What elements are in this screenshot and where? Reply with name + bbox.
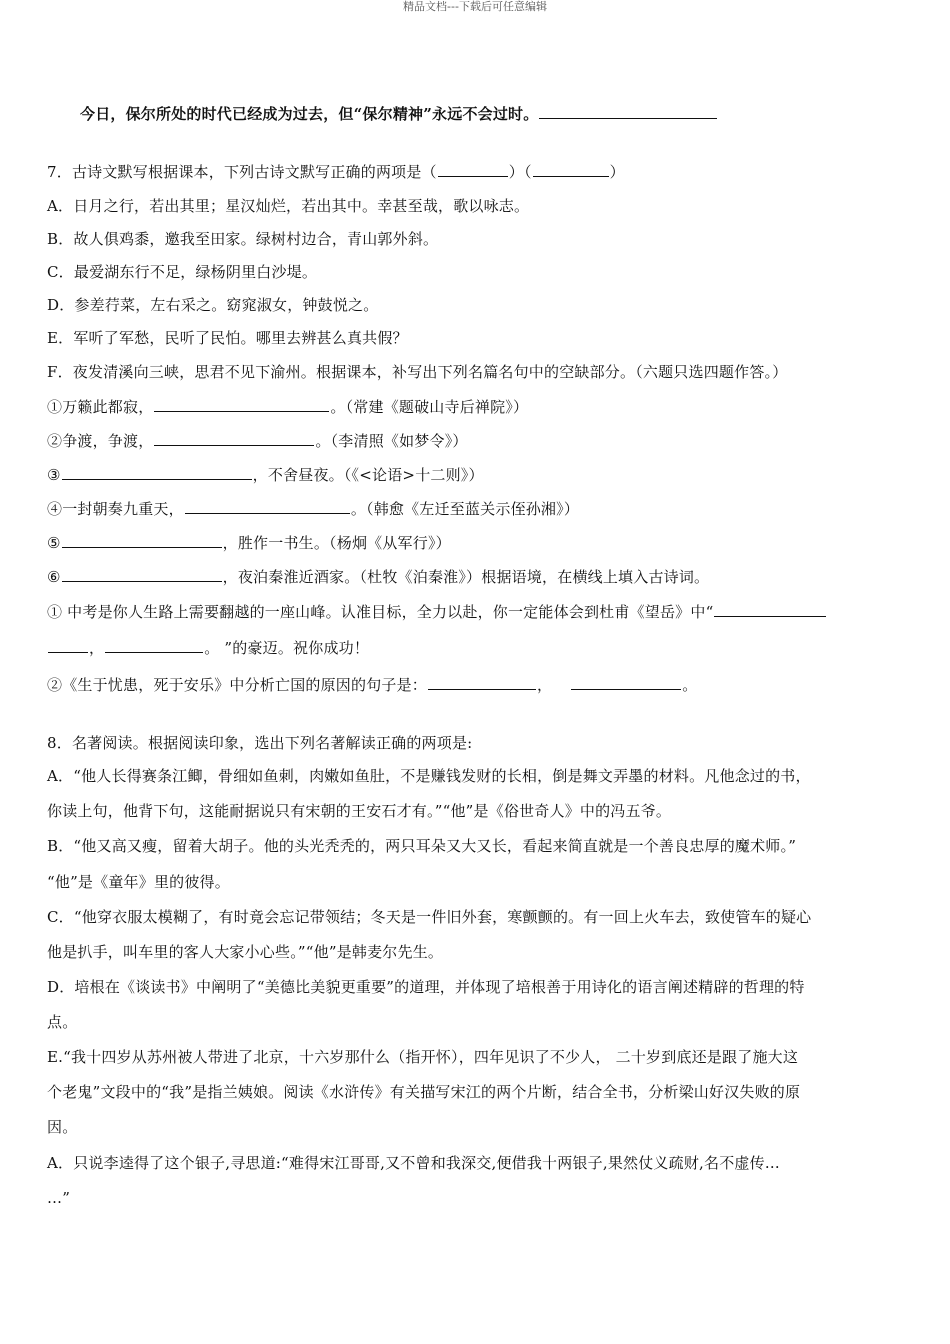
q7-stem-text: ） [609,163,625,181]
fill-pre: ①万籁此都寂， [47,398,154,416]
q8-line: 他是扒手，叫车里的客人大家小心些。”“他”是韩麦尔先生。 [47,943,444,961]
fill-post: ，胜作一书生。（杨炯《从军行》） [222,534,451,552]
q8-line: 个老鬼”文段中的“我”是指兰姨娘。阅读《水浒传》有关描写宋江的两个片断，结合全书，分析梁山好汉失败的原 [47,1083,801,1101]
q8-line: C．“他穿衣服太模糊了，有时竟会忘记带领结；冬天是一件旧外套，寒颤颤的。有一回上火车去，致使管车的疑心 [47,908,812,926]
q8-line: A．只说李逵得了这个银子,寻思道:“难得宋江哥哥,又不曾和我深交,便借我十两银子,果然仗义疏财,名不虚传… [47,1154,780,1172]
answer-blank[interactable] [62,566,222,582]
fill-pre: ④一封朝奏九重天， [47,500,184,518]
answer-blank[interactable] [539,103,717,119]
q7-option-d: D．参差荇菜，左右采之。窈窕淑女，钟鼓悦之。 [47,296,379,314]
intro-sentence [80,103,718,124]
context-item-1 [47,601,827,622]
fill-pre: ⑤ [47,534,61,552]
q7-option-c: C．最爱湖东行不足，绿杨阴里白沙堤。 [47,263,318,281]
fill-post: ，不舍昼夜。（《<论语>十二则》） [252,466,484,484]
context-text: ① 中考是你人生路上需要翻越的一座山峰。认准目标，全力以赴，你一定能体会到杜甫《望岳》中“ [47,603,714,621]
q8-line: 你读上句，他背下句，这能耐据说只有宋朝的王安石才有。”“他”是《俗世奇人》中的冯五爷。 [47,802,672,820]
answer-blank[interactable] [428,674,536,690]
fill-item-5 [47,532,451,553]
q7-option-b: B．故人俱鸡黍，邀我至田家。绿树村边合，青山郭外斜。 [47,230,439,248]
q8-line: 因。 [47,1118,78,1136]
answer-blank[interactable] [48,637,88,653]
q7-option-f: F．夜发清溪向三峡，思君不见下渝州。根据课本，补写出下列名篇名句中的空缺部分。（六题只选四题作答。） [47,363,788,381]
answer-blank[interactable] [105,637,203,653]
question-7-stem [47,161,625,182]
answer-blank[interactable] [62,532,222,548]
q7-stem-text: 7．古诗文默写根据课本，下列古诗文默写正确的两项是（ [47,163,437,181]
answer-blank[interactable] [533,161,609,177]
fill-item-6 [47,566,709,587]
context-text: 。 ”的豪迈。祝你成功！ [204,639,370,657]
q8-line: E.“我十四岁从苏州被人带进了北京，十六岁那什么（指开怀），四年见识了不少人， 二十岁到底还是跟了施大这 [47,1048,799,1066]
q7-option-a: A．日月之行，若出其里；星汉灿烂，若出其中。幸甚至哉，歌以咏志。 [47,197,530,215]
fill-post: 。（常建《题破山寺后禅院》） [330,398,529,416]
q8-line: 点。 [47,1013,78,1031]
q8-line: A．“他人长得赛条江鲫，骨细如鱼刺，肉嫩如鱼肚，不是赚钱发财的长相，倒是舞文弄墨的材料。凡他念过的书， [47,767,811,785]
answer-blank[interactable] [185,498,350,514]
fill-item-4 [47,498,579,519]
q8-line: “他”是《童年》里的彼得。 [47,873,230,891]
fill-item-1 [47,396,528,417]
fill-item-3 [47,464,484,485]
context-text: ②《生于忧患，死于安乐》中分析亡国的原因的句子是： [47,676,428,694]
fill-pre: ③ [47,466,61,484]
fill-item-2 [47,430,468,451]
answer-blank[interactable] [571,674,681,690]
answer-blank[interactable] [154,396,329,412]
q7-option-e: E．军听了军愁，民听了民怕。哪里去辨甚么真共假？ [47,329,408,347]
q7-stem-text: ）（ [508,163,532,181]
intro-text: 今日，保尔所处的时代已经成为过去，但“保尔精神”永远不会过时。 [80,105,539,123]
fill-post: 。（韩愈《左迁至蓝关示侄孙湘》） [350,500,580,518]
q8-line: D．培根在《谈读书》中阐明了“美德比美貌更重要”的道理，并体现了培根善于用诗化的语言阐述精辟的哲理的特 [47,978,805,996]
context-text: ， [89,639,105,657]
context-item-1-cont [47,637,369,658]
fill-post: ，夜泊秦淮近酒家。（杜牧《泊秦淮》）根据语境，在横线上填入古诗词。 [222,568,710,586]
answer-blank[interactable] [62,464,252,480]
context-text: ， [537,676,553,694]
fill-pre: ⑥ [47,568,61,586]
q8-stem: 8．名著阅读。根据阅读印象，选出下列名著解读正确的两项是: [47,734,473,752]
q8-line: …” [47,1189,71,1207]
fill-pre: ②争渡，争渡， [47,432,154,450]
page-header: 精品文档---下载后可任意编辑 [403,0,547,13]
context-item-2 [47,674,697,695]
fill-post: 。（李清照《如梦令》） [315,432,468,450]
context-text: 。 [682,676,698,694]
answer-blank[interactable] [714,601,826,617]
q8-line: B．“他又高又瘦，留着大胡子。他的头光秃秃的，两只耳朵又大又长，看起来简直就是一个善良忠厚的魔术师。” [47,837,797,855]
answer-blank[interactable] [154,430,314,446]
answer-blank[interactable] [438,161,508,177]
